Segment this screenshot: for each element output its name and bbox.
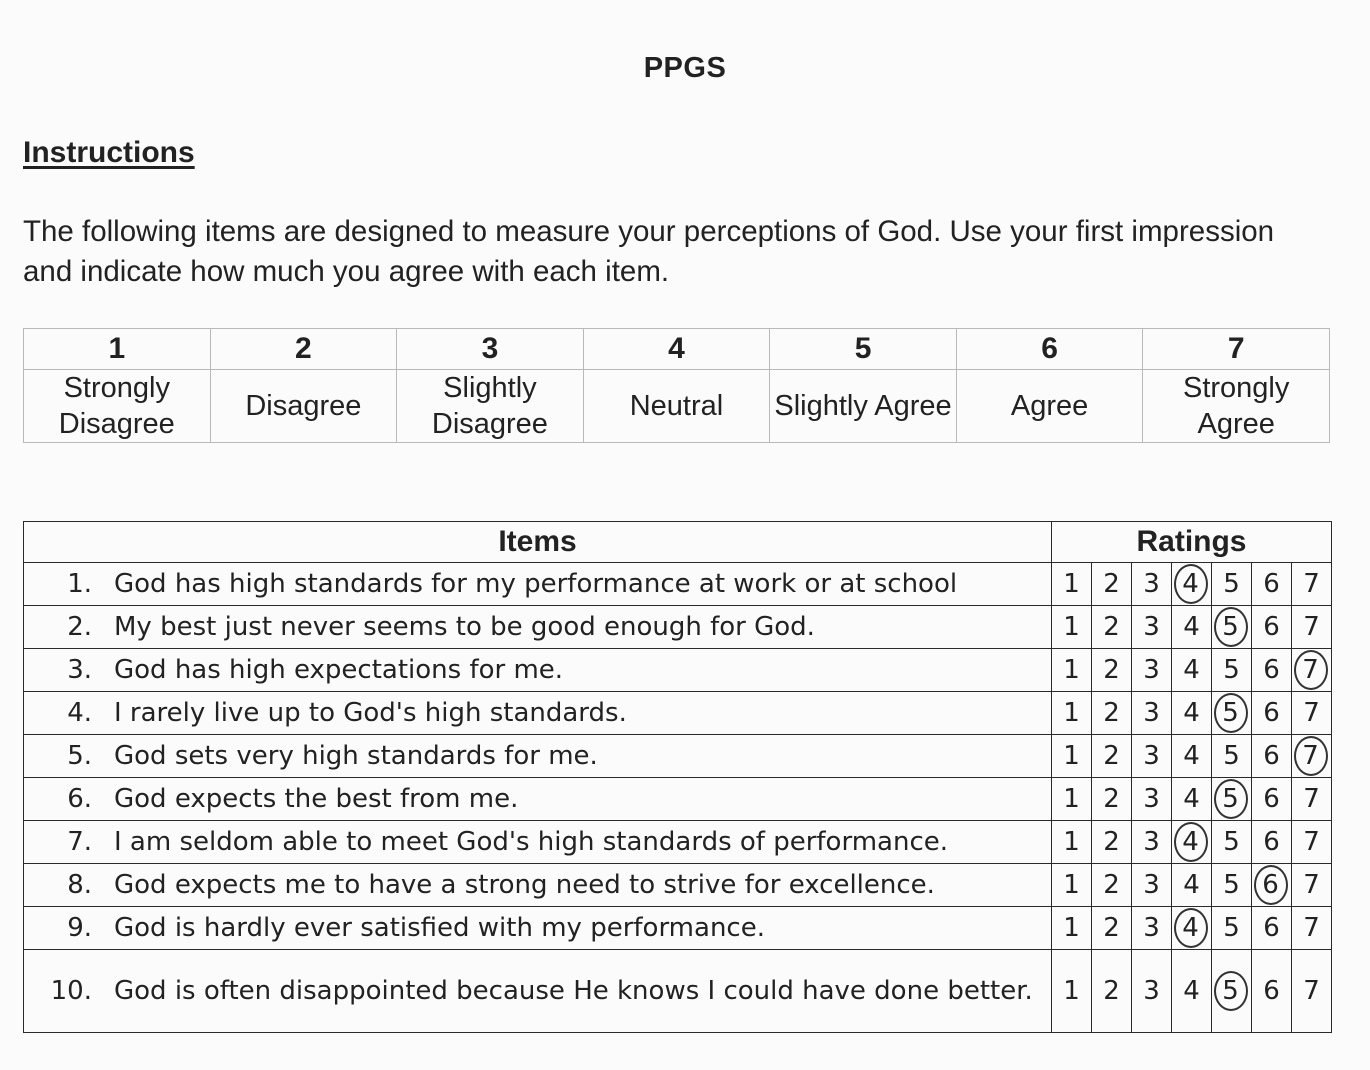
rating-option[interactable] bbox=[1092, 778, 1132, 821]
rating-value: 3 bbox=[1143, 827, 1160, 857]
rating-option[interactable] bbox=[1212, 563, 1252, 606]
ratings-header: Ratings bbox=[1052, 522, 1332, 563]
rating-value: 3 bbox=[1143, 741, 1160, 771]
rating-value: 6 bbox=[1254, 865, 1288, 905]
scale-number: 3 bbox=[397, 329, 584, 370]
rating-option[interactable] bbox=[1092, 735, 1132, 778]
rating-option[interactable] bbox=[1172, 864, 1212, 907]
item-text: God sets very high standards for me. bbox=[114, 741, 598, 771]
scale-number: 2 bbox=[210, 329, 397, 370]
table-row bbox=[24, 692, 1332, 735]
item-cell bbox=[24, 907, 1052, 950]
rating-value: 6 bbox=[1263, 741, 1280, 771]
rating-option[interactable] bbox=[1132, 950, 1172, 1033]
item-number: 4. bbox=[67, 698, 92, 728]
rating-value: 7 bbox=[1303, 827, 1320, 857]
item-number: 2. bbox=[67, 612, 92, 642]
rating-value: 7 bbox=[1303, 569, 1320, 599]
rating-option[interactable] bbox=[1252, 563, 1292, 606]
rating-option[interactable] bbox=[1212, 864, 1252, 907]
table-row bbox=[24, 950, 1332, 1033]
rating-option[interactable] bbox=[1172, 649, 1212, 692]
item-number: 10. bbox=[50, 976, 92, 1006]
rating-value: 5 bbox=[1223, 655, 1240, 685]
rating-option[interactable] bbox=[1092, 821, 1132, 864]
rating-option[interactable] bbox=[1292, 864, 1332, 907]
rating-option[interactable] bbox=[1292, 606, 1332, 649]
rating-value: 4 bbox=[1183, 698, 1200, 728]
item-text: I rarely live up to God's high standards. bbox=[114, 698, 627, 728]
rating-option[interactable] bbox=[1172, 735, 1212, 778]
rating-option[interactable] bbox=[1132, 735, 1172, 778]
item-text: God is hardly ever satisfied with my performance. bbox=[114, 913, 765, 943]
rating-value: 5 bbox=[1223, 870, 1240, 900]
rating-value: 4 bbox=[1183, 612, 1200, 642]
rating-option[interactable] bbox=[1052, 649, 1092, 692]
scale-label: Slightly Agree bbox=[770, 370, 957, 443]
rating-value: 2 bbox=[1103, 827, 1120, 857]
rating-option[interactable] bbox=[1052, 563, 1092, 606]
item-number: 6. bbox=[67, 784, 92, 814]
rating-value: 5 bbox=[1214, 693, 1248, 733]
rating-value: 5 bbox=[1214, 607, 1248, 647]
rating-option[interactable] bbox=[1172, 606, 1212, 649]
rating-value: 7 bbox=[1303, 976, 1320, 1006]
rating-option[interactable] bbox=[1092, 950, 1132, 1033]
item-text: I am seldom able to meet God's high standards of performance. bbox=[114, 827, 948, 857]
rating-option[interactable] bbox=[1252, 735, 1292, 778]
item-cell bbox=[24, 821, 1052, 864]
rating-value: 3 bbox=[1143, 913, 1160, 943]
rating-value: 3 bbox=[1143, 612, 1160, 642]
rating-value: 6 bbox=[1263, 569, 1280, 599]
rating-option[interactable] bbox=[1292, 950, 1332, 1033]
rating-option[interactable] bbox=[1132, 563, 1172, 606]
table-row bbox=[24, 864, 1332, 907]
rating-option[interactable] bbox=[1052, 864, 1092, 907]
scale-number: 4 bbox=[583, 329, 770, 370]
rating-option-selected[interactable] bbox=[1172, 907, 1212, 950]
rating-value: 4 bbox=[1183, 655, 1200, 685]
rating-value: 7 bbox=[1303, 698, 1320, 728]
rating-option[interactable] bbox=[1252, 778, 1292, 821]
scale-label: Strongly Disagree bbox=[24, 370, 211, 443]
rating-value: 4 bbox=[1183, 870, 1200, 900]
rating-value: 4 bbox=[1183, 976, 1200, 1006]
rating-option-selected[interactable] bbox=[1212, 778, 1252, 821]
rating-option[interactable] bbox=[1052, 950, 1092, 1033]
rating-value: 6 bbox=[1263, 976, 1280, 1006]
rating-value: 6 bbox=[1263, 827, 1280, 857]
rating-value: 3 bbox=[1143, 569, 1160, 599]
rating-value: 4 bbox=[1174, 908, 1208, 948]
table-row bbox=[24, 778, 1332, 821]
rating-option[interactable] bbox=[1292, 692, 1332, 735]
rating-value: 4 bbox=[1183, 741, 1200, 771]
rating-option[interactable] bbox=[1052, 692, 1092, 735]
rating-option-selected[interactable] bbox=[1252, 864, 1292, 907]
rating-option[interactable] bbox=[1092, 563, 1132, 606]
scale-label: Strongly Agree bbox=[1143, 370, 1330, 443]
scale-number-row bbox=[24, 329, 1330, 370]
scale-label-row bbox=[24, 370, 1330, 443]
rating-value: 5 bbox=[1214, 971, 1248, 1011]
rating-value: 7 bbox=[1303, 784, 1320, 814]
scale-label: Neutral bbox=[583, 370, 770, 443]
rating-option-selected[interactable] bbox=[1212, 950, 1252, 1033]
item-number: 9. bbox=[67, 913, 92, 943]
rating-scale-table bbox=[23, 328, 1330, 443]
rating-value: 1 bbox=[1063, 655, 1080, 685]
items-body bbox=[24, 563, 1332, 1033]
rating-value: 6 bbox=[1263, 784, 1280, 814]
rating-value: 1 bbox=[1063, 741, 1080, 771]
rating-value: 6 bbox=[1263, 698, 1280, 728]
rating-option-selected[interactable] bbox=[1172, 563, 1212, 606]
rating-option-selected[interactable] bbox=[1292, 735, 1332, 778]
instructions-heading: Instructions bbox=[23, 136, 195, 169]
items-header: Items bbox=[24, 522, 1052, 563]
item-cell bbox=[24, 563, 1052, 606]
rating-value: 1 bbox=[1063, 870, 1080, 900]
table-row bbox=[24, 735, 1332, 778]
rating-value: 2 bbox=[1103, 698, 1120, 728]
rating-option[interactable] bbox=[1132, 606, 1172, 649]
rating-value: 2 bbox=[1103, 784, 1120, 814]
rating-option[interactable] bbox=[1172, 778, 1212, 821]
rating-option[interactable] bbox=[1052, 606, 1092, 649]
table-row bbox=[24, 606, 1332, 649]
rating-value: 1 bbox=[1063, 569, 1080, 599]
item-text: God has high standards for my performance at work or at school bbox=[114, 569, 958, 599]
rating-value: 2 bbox=[1103, 976, 1120, 1006]
rating-value: 2 bbox=[1103, 569, 1120, 599]
item-number: 1. bbox=[67, 569, 92, 599]
rating-option[interactable] bbox=[1132, 692, 1172, 735]
rating-option[interactable] bbox=[1252, 606, 1292, 649]
rating-option-selected[interactable] bbox=[1212, 692, 1252, 735]
scale-number: 6 bbox=[956, 329, 1143, 370]
rating-value: 3 bbox=[1143, 698, 1160, 728]
scale-label: Agree bbox=[956, 370, 1143, 443]
rating-option[interactable] bbox=[1292, 778, 1332, 821]
rating-option[interactable] bbox=[1092, 907, 1132, 950]
rating-option[interactable] bbox=[1252, 649, 1292, 692]
rating-value: 1 bbox=[1063, 698, 1080, 728]
rating-value: 2 bbox=[1103, 741, 1120, 771]
scale-number: 5 bbox=[770, 329, 957, 370]
rating-value: 7 bbox=[1303, 913, 1320, 943]
rating-value: 1 bbox=[1063, 612, 1080, 642]
item-cell bbox=[24, 606, 1052, 649]
item-cell bbox=[24, 649, 1052, 692]
rating-value: 2 bbox=[1103, 655, 1120, 685]
rating-option[interactable] bbox=[1212, 735, 1252, 778]
rating-option[interactable] bbox=[1252, 821, 1292, 864]
table-row bbox=[24, 563, 1332, 606]
table-row bbox=[24, 907, 1332, 950]
rating-option[interactable] bbox=[1052, 907, 1092, 950]
rating-option[interactable] bbox=[1292, 821, 1332, 864]
rating-option[interactable] bbox=[1252, 950, 1292, 1033]
rating-option[interactable] bbox=[1132, 821, 1172, 864]
rating-option[interactable] bbox=[1212, 649, 1252, 692]
rating-value: 1 bbox=[1063, 827, 1080, 857]
rating-option-selected[interactable] bbox=[1292, 649, 1332, 692]
rating-value: 3 bbox=[1143, 976, 1160, 1006]
rating-option[interactable] bbox=[1252, 907, 1292, 950]
rating-value: 7 bbox=[1294, 650, 1328, 690]
rating-option[interactable] bbox=[1172, 692, 1212, 735]
rating-value: 6 bbox=[1263, 913, 1280, 943]
rating-option[interactable] bbox=[1132, 864, 1172, 907]
rating-value: 1 bbox=[1063, 784, 1080, 814]
item-text: My best just never seems to be good enough for God. bbox=[114, 612, 815, 642]
scale-number: 7 bbox=[1143, 329, 1330, 370]
items-table bbox=[23, 521, 1332, 1033]
rating-value: 1 bbox=[1063, 976, 1080, 1006]
item-cell bbox=[24, 692, 1052, 735]
rating-option[interactable] bbox=[1092, 864, 1132, 907]
item-number: 7. bbox=[67, 827, 92, 857]
rating-value: 1 bbox=[1063, 913, 1080, 943]
rating-value: 5 bbox=[1214, 779, 1248, 819]
item-text: God is often disappointed because He knows I could have done better. bbox=[114, 976, 1033, 1006]
rating-value: 4 bbox=[1174, 822, 1208, 862]
rating-option-selected[interactable] bbox=[1172, 821, 1212, 864]
item-cell bbox=[24, 735, 1052, 778]
item-cell bbox=[24, 950, 1052, 1033]
rating-option[interactable] bbox=[1252, 692, 1292, 735]
scale-label: Slightly Disagree bbox=[397, 370, 584, 443]
rating-option[interactable] bbox=[1092, 649, 1132, 692]
rating-option[interactable] bbox=[1292, 563, 1332, 606]
rating-option[interactable] bbox=[1292, 907, 1332, 950]
rating-value: 2 bbox=[1103, 612, 1120, 642]
rating-value: 3 bbox=[1143, 655, 1160, 685]
rating-value: 6 bbox=[1263, 612, 1280, 642]
rating-option[interactable] bbox=[1212, 821, 1252, 864]
rating-option[interactable] bbox=[1092, 692, 1132, 735]
rating-option[interactable] bbox=[1092, 606, 1132, 649]
item-cell bbox=[24, 864, 1052, 907]
page-title: PPGS bbox=[643, 52, 727, 84]
rating-value: 4 bbox=[1183, 784, 1200, 814]
scale-number: 1 bbox=[24, 329, 211, 370]
item-text: God expects me to have a strong need to strive for excellence. bbox=[114, 870, 935, 900]
rating-value: 7 bbox=[1303, 612, 1320, 642]
rating-value: 5 bbox=[1223, 569, 1240, 599]
item-text: God expects the best from me. bbox=[114, 784, 519, 814]
rating-option-selected[interactable] bbox=[1212, 606, 1252, 649]
item-cell bbox=[24, 778, 1052, 821]
rating-value: 6 bbox=[1263, 655, 1280, 685]
rating-value: 7 bbox=[1294, 736, 1328, 776]
item-number: 5. bbox=[67, 741, 92, 771]
table-row bbox=[24, 821, 1332, 864]
rating-option[interactable] bbox=[1212, 907, 1252, 950]
item-number: 3. bbox=[67, 655, 92, 685]
table-row bbox=[24, 649, 1332, 692]
rating-option[interactable] bbox=[1052, 778, 1092, 821]
rating-option[interactable] bbox=[1052, 735, 1092, 778]
rating-value: 5 bbox=[1223, 913, 1240, 943]
rating-value: 5 bbox=[1223, 741, 1240, 771]
rating-value: 5 bbox=[1223, 827, 1240, 857]
rating-value: 7 bbox=[1303, 870, 1320, 900]
rating-option[interactable] bbox=[1052, 821, 1092, 864]
rating-value: 3 bbox=[1143, 870, 1160, 900]
rating-option[interactable] bbox=[1132, 778, 1172, 821]
rating-option[interactable] bbox=[1172, 950, 1212, 1033]
rating-value: 2 bbox=[1103, 913, 1120, 943]
rating-value: 2 bbox=[1103, 870, 1120, 900]
rating-option[interactable] bbox=[1132, 907, 1172, 950]
item-text: God has high expectations for me. bbox=[114, 655, 564, 685]
rating-value: 3 bbox=[1143, 784, 1160, 814]
rating-value: 4 bbox=[1174, 564, 1208, 604]
rating-option[interactable] bbox=[1132, 649, 1172, 692]
item-number: 8. bbox=[67, 870, 92, 900]
instructions-text: The following items are designed to measure your perceptions of God. Use your first impression and indicate how much you agree with each item. bbox=[23, 215, 1275, 288]
scale-label: Disagree bbox=[210, 370, 397, 443]
